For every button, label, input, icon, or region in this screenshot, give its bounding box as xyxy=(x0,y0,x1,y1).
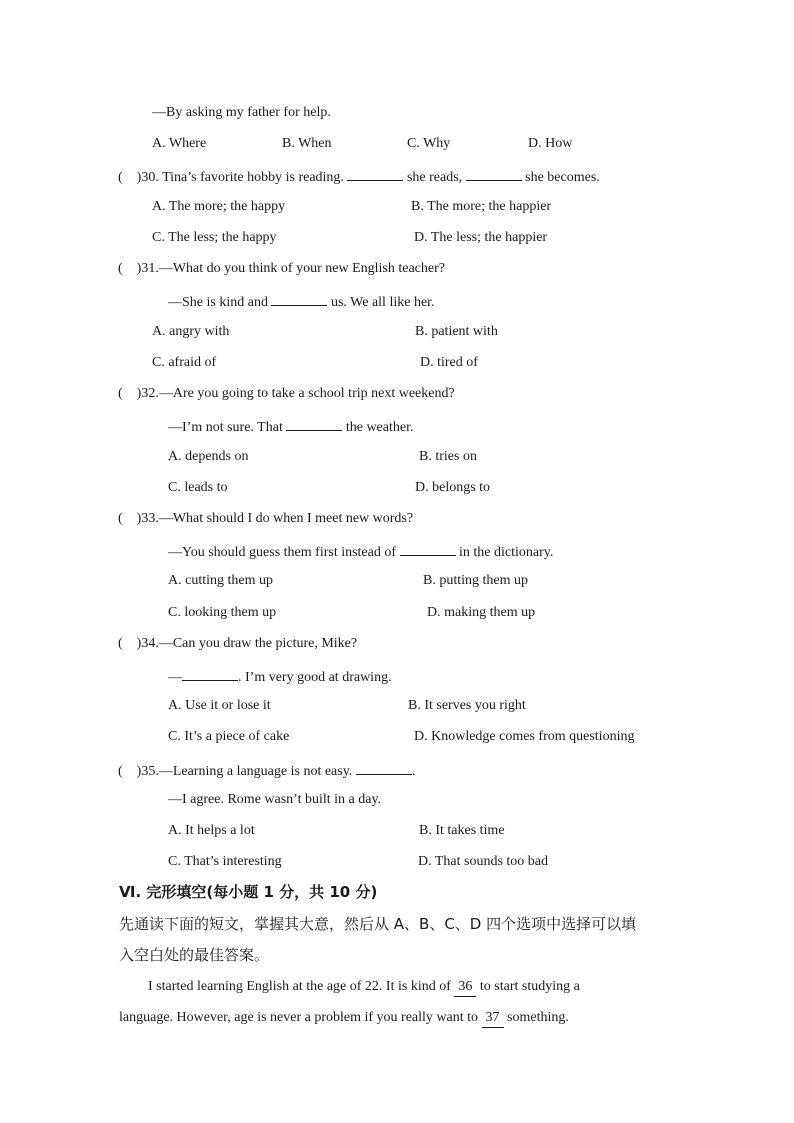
section-instructions-line1: 先通读下面的短文，掌握其大意，然后从 A、B、C、D 四个选项中选择可以填 xyxy=(119,915,637,933)
section-instructions-line2: 入空白处的最佳答案。 xyxy=(119,946,270,964)
q31-reply xyxy=(168,291,435,312)
answer-paren: ( ) xyxy=(118,261,142,276)
answer-paren: ( ) xyxy=(118,636,142,651)
q31-option-c: C. afraid of xyxy=(152,355,217,370)
q33-reply-a: —You should guess them first instead of xyxy=(168,545,400,560)
q32-option-c: C. leads to xyxy=(168,480,228,495)
q33-reply-b: in the dictionary. xyxy=(455,545,554,560)
blank-36: 36 xyxy=(454,978,476,997)
blank-37: 37 xyxy=(482,1009,504,1028)
q32-reply-b: the weather. xyxy=(342,420,414,435)
q33-option-b: B. putting them up xyxy=(423,573,528,588)
answer-paren: ( ) xyxy=(118,764,142,779)
blank xyxy=(356,760,412,775)
q32-reply xyxy=(168,416,413,437)
q30-option-a: A. The more; the happy xyxy=(152,199,286,214)
q29-option-a: A. Where xyxy=(152,136,207,151)
section-title: Ⅵ. 完形填空(每小题 1 分，共 10 分) xyxy=(119,883,378,901)
q31-reply-b: us. We all like her. xyxy=(327,295,435,310)
q34-option-d: D. Knowledge comes from questioning xyxy=(414,729,635,744)
passage-text: I started learning English at the age of 22. It is kind of xyxy=(148,979,455,994)
passage-text: something. xyxy=(503,1010,569,1025)
q29-option-d: D. How xyxy=(528,136,573,151)
q33-stem: 33.—What should I do when I meet new words? xyxy=(141,511,414,526)
q34-option-c: C. It’s a piece of cake xyxy=(168,729,290,744)
q33-question xyxy=(118,510,413,528)
q34-reply-a: — xyxy=(168,670,182,685)
q30-question xyxy=(118,166,600,187)
q32-option-a: A. depends on xyxy=(168,449,249,464)
q30-stem-a: 30. Tina’s favorite hobby is reading. xyxy=(141,170,348,185)
answer-paren: ( ) xyxy=(118,386,142,401)
q30-option-d: D. The less; the happier xyxy=(414,230,548,245)
q32-option-b: B. tries on xyxy=(419,449,477,464)
q34-option-a: A. Use it or lose it xyxy=(168,698,271,713)
q32-reply-a: —I’m not sure. That xyxy=(168,420,287,435)
blank xyxy=(347,166,403,181)
passage-line2 xyxy=(119,1009,569,1028)
q32-question xyxy=(118,385,455,403)
q33-reply xyxy=(168,541,553,562)
q32-option-d: D. belongs to xyxy=(415,480,491,495)
blank xyxy=(466,166,522,181)
blank xyxy=(182,666,238,681)
q33-option-a: A. cutting them up xyxy=(168,573,273,588)
q35-reply: —I agree. Rome wasn’t built in a day. xyxy=(168,792,382,807)
q35-option-a: A. It helps a lot xyxy=(168,823,255,838)
q35-stem-a: 35.—Learning a language is not easy. xyxy=(141,764,356,779)
q29-option-b: B. When xyxy=(282,136,332,151)
q35-option-b: B. It takes time xyxy=(419,823,505,838)
q31-stem: 31.—What do you think of your new English teacher? xyxy=(141,261,445,276)
q35-question xyxy=(118,760,415,781)
q30-stem-b: she reads, xyxy=(403,170,466,185)
blank xyxy=(400,541,456,556)
q30-stem-c: she becomes. xyxy=(521,170,600,185)
blank xyxy=(271,291,327,306)
q33-option-d: D. making them up xyxy=(427,605,536,620)
q31-option-d: D. tired of xyxy=(420,355,478,370)
q35-stem-b: . xyxy=(411,764,416,779)
blank xyxy=(286,416,342,431)
passage-text: language. However, age is never a problem if you really want to xyxy=(119,1010,482,1025)
q34-stem: 34.—Can you draw the picture, Mike? xyxy=(141,636,358,651)
q30-option-b: B. The more; the happier xyxy=(411,199,552,214)
q33-option-c: C. looking them up xyxy=(168,605,277,620)
q35-option-d: D. That sounds too bad xyxy=(418,854,549,869)
passage-line1 xyxy=(148,978,580,997)
q31-reply-a: —She is kind and xyxy=(168,295,272,310)
q30-option-c: C. The less; the happy xyxy=(152,230,277,245)
answer-paren: ( ) xyxy=(118,170,142,185)
q31-option-b: B. patient with xyxy=(415,324,498,339)
q34-reply-b: . I’m very good at drawing. xyxy=(238,670,392,685)
q32-stem: 32.—Are you going to take a school trip next weekend? xyxy=(141,386,455,401)
q31-question xyxy=(118,260,445,278)
q34-question xyxy=(118,635,357,653)
q35-option-c: C. That’s interesting xyxy=(168,854,282,869)
q31-option-a: A. angry with xyxy=(152,324,230,339)
answer-paren: ( ) xyxy=(118,511,142,526)
q34-reply xyxy=(168,666,392,687)
q29-answer: —By asking my father for help. xyxy=(152,105,331,120)
q34-option-b: B. It serves you right xyxy=(408,698,526,713)
q29-option-c: C. Why xyxy=(407,136,451,151)
passage-text: to start studying a xyxy=(476,979,580,994)
